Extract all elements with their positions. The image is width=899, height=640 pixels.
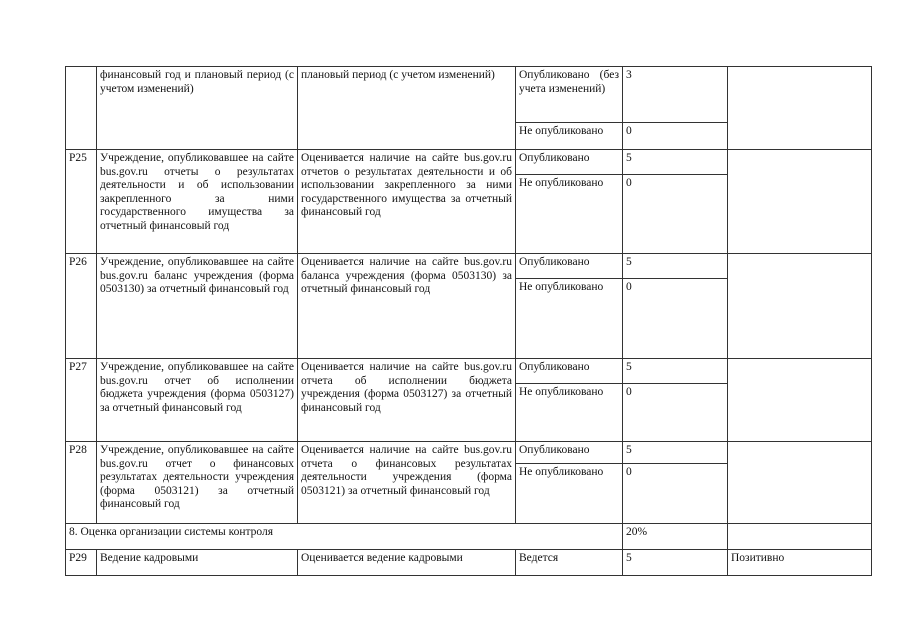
criterion-score: 5 — [623, 254, 728, 279]
criterion-indicator: финансовый год и плановый период (с учетом изменений) — [97, 67, 298, 150]
criterion-code: P28 — [66, 442, 97, 524]
criterion-option: Опубликовано — [516, 442, 623, 464]
criterion-option: Ведется — [516, 550, 623, 576]
criterion-score: 0 — [623, 123, 728, 150]
criterion-note — [728, 442, 872, 524]
criterion-score: 3 — [623, 67, 728, 123]
criterion-code — [66, 67, 97, 150]
criterion-score: 0 — [623, 464, 728, 524]
criterion-indicator: Ведение кадровыми — [97, 550, 298, 576]
criterion-option: Не опубликовано — [516, 464, 623, 524]
table-row — [66, 67, 872, 123]
criterion-indicator: Учреждение, опубликовавшее на сайте bus.gov.ru баланс учреждения (форма 0503130) за отчетный финансовый год — [97, 254, 298, 359]
criterion-note — [728, 150, 872, 254]
table-row — [66, 359, 872, 384]
section-row — [66, 524, 872, 550]
criterion-score: 0 — [623, 279, 728, 359]
criterion-score: 5 — [623, 359, 728, 384]
criterion-option: Опубликовано — [516, 359, 623, 384]
criterion-score: 5 — [623, 150, 728, 175]
criterion-option: Опубликовано (без учета изменений) — [516, 67, 623, 123]
table-row — [66, 550, 872, 576]
criterion-method: плановый период (с учетом изменений) — [298, 67, 516, 150]
criterion-note — [728, 254, 872, 359]
section-weight: 20% — [623, 524, 728, 550]
table-row — [66, 150, 872, 175]
criteria-table — [65, 66, 872, 576]
criterion-code: P29 — [66, 550, 97, 576]
criterion-option: Не опубликовано — [516, 175, 623, 254]
criterion-note — [728, 359, 872, 442]
table-row — [66, 254, 872, 279]
criterion-score: 5 — [623, 550, 728, 576]
criterion-method: Оценивается наличие на сайте bus.gov.ru отчета об исполнении бюджета учреждения (форма 0503127) за отчетный финансовый год — [298, 359, 516, 442]
criterion-option: Не опубликовано — [516, 279, 623, 359]
criterion-indicator: Учреждение, опубликовавшее на сайте bus.gov.ru отчет об исполнении бюджета учреждения (форма 0503127) за отчетный финансовый год — [97, 359, 298, 442]
section-title: 8. Оценка организации системы контроля — [66, 524, 623, 550]
table-row — [66, 442, 872, 464]
criterion-option: Опубликовано — [516, 254, 623, 279]
criterion-note: Позитивно — [728, 550, 872, 576]
criterion-option: Не опубликовано — [516, 123, 623, 150]
criterion-score: 0 — [623, 175, 728, 254]
criterion-method: Оценивается наличие на сайте bus.gov.ru отчетов о результатах деятельности и об использовании закрепленного за ними государственного имущества за отчетный финансовый год — [298, 150, 516, 254]
criterion-option: Не опубликовано — [516, 384, 623, 442]
criterion-note — [728, 67, 872, 150]
criterion-indicator: Учреждение, опубликовавшее на сайте bus.gov.ru отчеты о результатах деятельности и об использовании закрепленного за ними государственного имущества за отчетный финансовый год — [97, 150, 298, 254]
criterion-score: 0 — [623, 384, 728, 442]
criterion-method: Оценивается ведение кадровыми — [298, 550, 516, 576]
criterion-method: Оценивается наличие на сайте bus.gov.ru отчета о финансовых результатах деятельности учреждения (форма 0503121) за отчетный финансовый год — [298, 442, 516, 524]
criterion-code: P25 — [66, 150, 97, 254]
criterion-code: P27 — [66, 359, 97, 442]
criterion-method: Оценивается наличие на сайте bus.gov.ru баланса учреждения (форма 0503130) за отчетный финансовый год — [298, 254, 516, 359]
criterion-option: Опубликовано — [516, 150, 623, 175]
criterion-indicator: Учреждение, опубликовавшее на сайте bus.gov.ru отчет о финансовых результатах деятельности учреждения (форма 0503121) за отчетный финансовый год — [97, 442, 298, 524]
criterion-score: 5 — [623, 442, 728, 464]
criterion-code: P26 — [66, 254, 97, 359]
section-note — [728, 524, 872, 550]
